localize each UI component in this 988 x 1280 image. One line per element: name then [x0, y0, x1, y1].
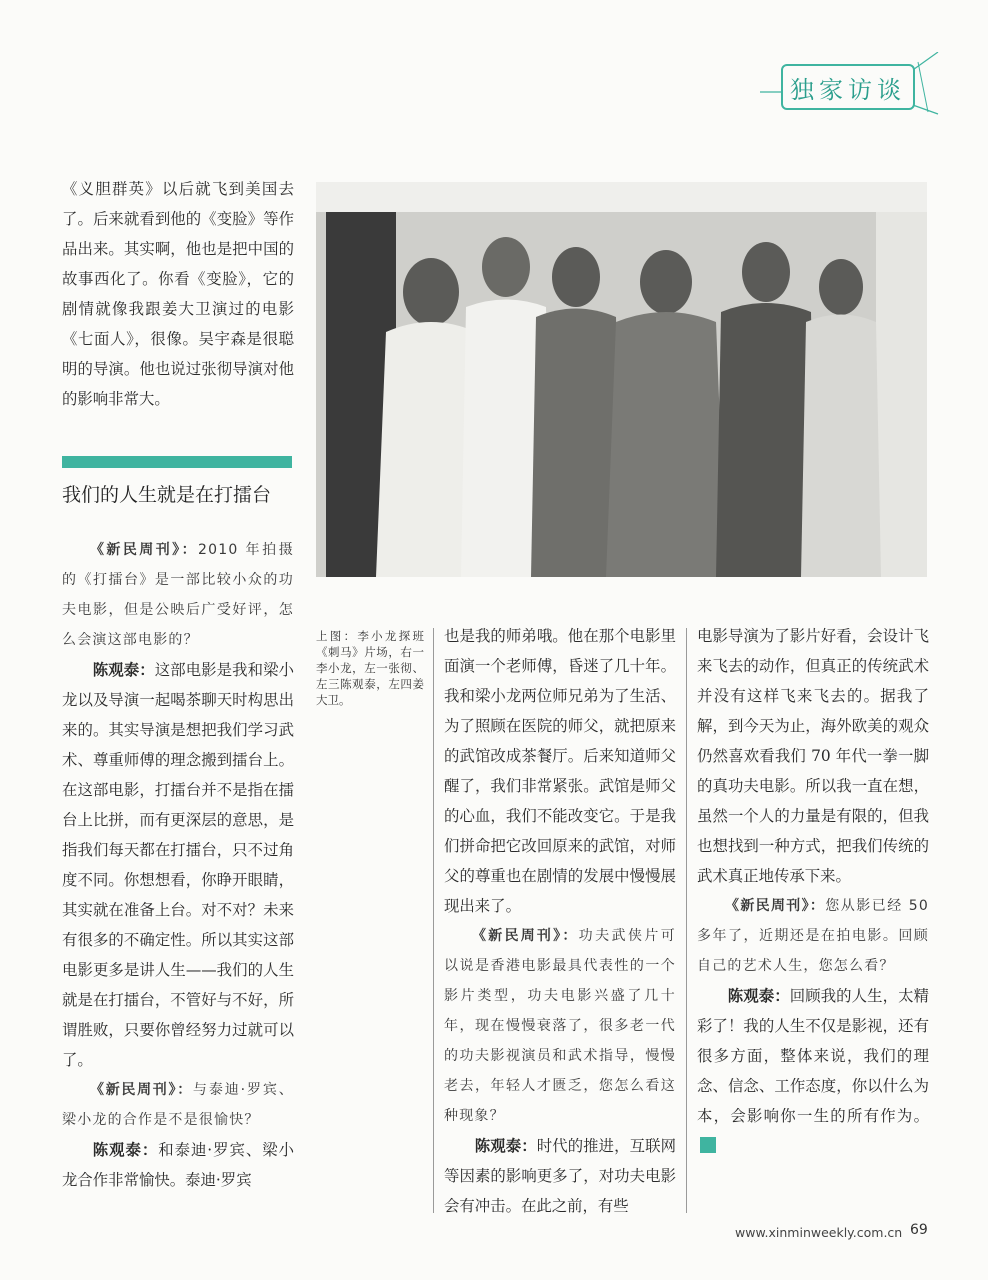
- question-text: 与泰迪·罗宾、梁小龙的合作是不是很愉快？: [62, 1082, 294, 1128]
- answer-label: 陈观泰：: [474, 1137, 537, 1155]
- answer-paragraph: [62, 655, 294, 1075]
- question-label: 《新民周刊》：: [90, 542, 199, 558]
- question-paragraph: [697, 891, 929, 981]
- paragraph: 也是我的师弟哦。他在那个电影里面演一个老师傅，昏迷了几十年。我和梁小龙两位师兄弟为了生活、为了照顾在医院的师父，就把原来的武馆改成茶餐厅。后来知道师父醒了，我们非常紧张。武馆是师父的心血，我们不能改变它。于是我们拼命把它改回原来的武馆，对师父的尊重也在剧情的发展中慢慢展现出来了。: [444, 627, 676, 915]
- paragraph: 《义胆群英》以后就飞到美国去了。后来就看到他的《变脸》等作品出来。其实啊，他也是把中国的故事西化了。你看《变脸》，它的剧情就像我跟姜大卫演过的电影《七面人》，很像。吴宇森是很聪明的导演。他也说过张彻导演对他的影响非常大。: [62, 180, 294, 408]
- answer-text: 回顾我的人生，太精彩了！我的人生不仅是影视，还有很多方面，整体来说，我们的理念、信念、工作态度，你以什么为本，会影响你一生的所有作为。: [697, 987, 929, 1125]
- question-label: 《新民周刊》：: [472, 928, 579, 944]
- column-rule: [433, 628, 434, 1213]
- article-end-mark-icon: [700, 1137, 716, 1153]
- question-label: 《新民周刊》：: [725, 898, 826, 914]
- photo-illustration: [316, 182, 927, 577]
- answer-text: 和泰迪·罗宾、梁小龙合作非常愉快。泰迪·罗宾: [62, 1141, 294, 1189]
- answer-label: 陈观泰：: [92, 661, 155, 679]
- question-paragraph: [62, 535, 294, 655]
- group-photo: [316, 182, 927, 577]
- question-label: 《新民周刊》：: [90, 1082, 193, 1098]
- article-column-1-bottom: [62, 535, 294, 1195]
- footer-website: www.xinminweekly.com.cn: [735, 1225, 903, 1240]
- question-paragraph: [62, 1075, 294, 1135]
- question-text: 2010 年拍摄的《打擂台》是一部比较小众的功夫电影，但是公映后广受好评，怎么会演这部电影的？: [62, 542, 295, 648]
- answer-label: 陈观泰：: [92, 1141, 159, 1159]
- article-column-4: [697, 621, 929, 1161]
- answer-paragraph: [697, 981, 929, 1161]
- answer-paragraph: [62, 1135, 294, 1195]
- answer-text: 时代的推进，互联网等因素的影响更多了，对功夫电影会有冲击。在此之前，有些: [444, 1137, 676, 1215]
- question-text: 功夫武侠片可以说是香港电影最具代表性的一个影片类型，功夫电影兴盛了几十年，现在慢慢衰落了，很多老一代的功夫影视演员和武术指导，慢慢老去，年轻人才匮乏，您怎么看这种现象？: [444, 928, 677, 1124]
- question-text: 您从影已经 50 多年了，近期还是在拍电影。回顾自己的艺术人生，您怎么看？: [697, 898, 930, 974]
- answer-paragraph: [444, 1131, 676, 1221]
- answer-text: 这部电影是我和梁小龙以及导演一起喝茶聊天时构思出来的。其实导演是想把我们学习武术、尊重师傅的理念搬到擂台上。在这部电影，打擂台并不是指在擂台上比拼，而有更深层的意思，是指我们每天都在打擂台，只不过角度不同。你想想看，你睁开眼睛，其实就在准备上台。对不对？未来有很多的不确定性。所以其实这部电影更多是讲人生——我们的人生就是在打擂台，不管好与不好，所谓胜败，只要你曾经努力过就可以了。: [62, 661, 294, 1069]
- page-number: 69: [910, 1222, 928, 1238]
- question-paragraph: [444, 921, 676, 1131]
- section-divider-bar: [62, 456, 292, 468]
- photo-caption: 上图：李小龙探班《刺马》片场，右一李小龙，左一张彻、左三陈观泰，左四姜大卫。: [316, 629, 424, 707]
- column-rule: [686, 628, 687, 1213]
- section-subheading: 我们的人生就是在打擂台: [62, 484, 272, 506]
- paragraph: 电影导演为了影片好看，会设计飞来飞去的动作，但真正的传统武术并没有这样飞来飞去的。据我了解，到今天为止，海外欧美的观众仍然喜欢看我们 70 年代一拳一脚的真功夫电影。所以我一直在想，虽然一个人的力量是有限的，但我也想找到一种方式，把我们传统的武术真正地传承下来。: [697, 627, 929, 885]
- section-tag: 独家访谈: [781, 64, 915, 110]
- answer-label: 陈观泰：: [727, 987, 790, 1005]
- article-column-1-top: [62, 174, 294, 414]
- article-column-3: [444, 621, 676, 1221]
